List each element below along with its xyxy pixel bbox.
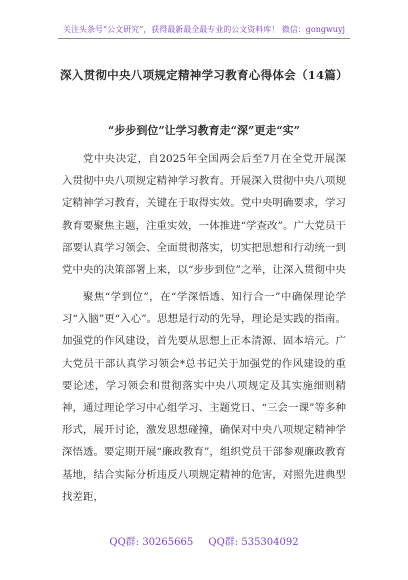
header-divider — [58, 38, 350, 39]
footer-qq-group-1: QQ群: 30265665 — [109, 537, 194, 548]
paragraph-2: 聚焦“学到位”，在“学深悟透、知行合一”中确保理论学习“入脑”更“入心”。思想是行动的先导，理论是实践的指南。加强党的作风建设，首先要从思想上正本清源、固本培元。广大党员干部认真学习领会*总书记关于加强党的作风建设的重要论述，学习领会和贯彻落实中央八项规定及其实施细则精神，通过理论学习中心组学习、主题党日、“三会一课”等多种形式，展开讨论，激发思想碰撞，确保对中央八项规定精神学深悟透。要定期开展“廉政教育”，组织党员干部参观廉政教育基地，结合实际分析违反八项规定精神的危害，对照先进典型找差距， — [62, 291, 346, 503]
paragraph-1: 党中央决定，自2025年全国两会后至7月在全党开展深入贯彻中央八项规定精神学习教育。开展深入贯彻中央八项规定精神学习教育，关键在于取得实效。党中央明确要求，学习教育要聚焦主题，注重实效，一体推进“学查改”。广大党员干部要认真学习领会、全面贯彻落实，切实把思想和行动统一到党中央的决策部署上来，以“步步到位”之举，让深入贯彻中央 — [62, 153, 346, 277]
document-title: 深入贯彻中央八项规定精神学习教育心得体会（14篇） — [59, 68, 348, 82]
footer-qq-group-2: QQ群: 535304092 — [208, 537, 299, 548]
header-banner: 关注头条号“公文研究”，获得最新最全最专业的公文资料库！ 微信：gongwuyj — [63, 25, 345, 34]
footer-qq-groups — [0, 533, 408, 548]
section-title: “步步到位”让学习教育走“深”更走“实” — [108, 124, 300, 137]
